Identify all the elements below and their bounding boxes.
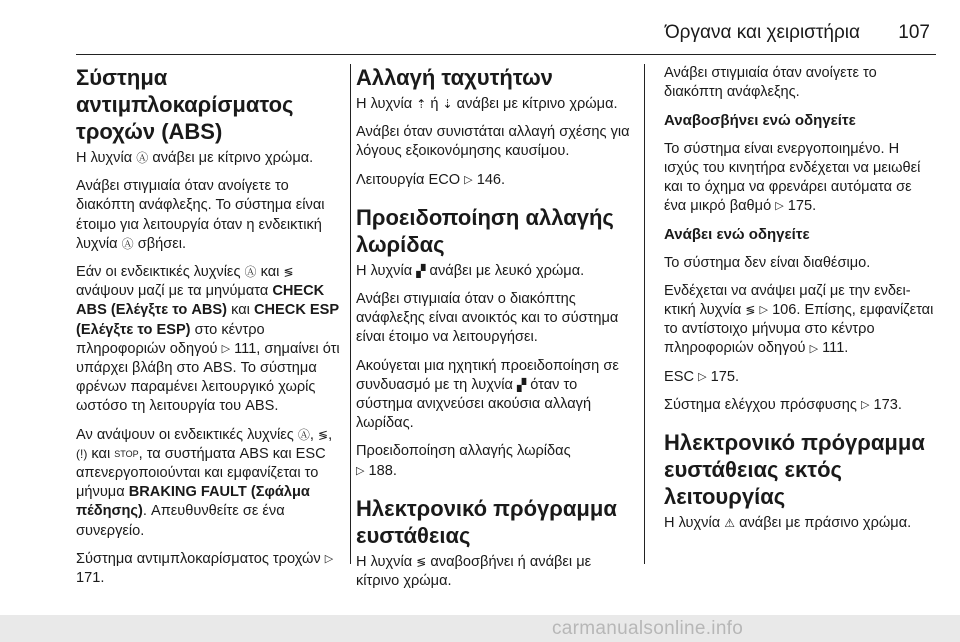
page-reference-arrow-icon: ▷	[809, 342, 819, 355]
page-reference-arrow-icon: ▷	[356, 464, 365, 477]
page-reference-arrow-icon: ▷	[698, 370, 707, 383]
paragraph: Η λυχνία Ⓐ ανάβει με κίτρινο χρώμα.	[76, 150, 314, 166]
abs-warning-icon: Ⓐ	[121, 236, 134, 251]
paragraph: Ακούγεται μια ηχητική προειδοποίηση σε συνδυασμό με τη λυχνία ▞ όταν το σύστημα ανιχνεύσει ακούσια αλλαγή λωρίδας.	[356, 357, 619, 432]
paragraph: Αν ανάψουν οι ενδεικτικές λυχνίες Ⓐ, ≶, (!) και STOP, τα συστήματα ABS και ESC απενεργοποιούνται και εμφανίζεται το μήνυμα BRAKING FAULT (Σφάλμα πέδησης). Απευθυνθείτε σε ένα συνεργείο.	[76, 426, 333, 539]
abs-warning-icon: Ⓐ	[136, 151, 149, 166]
paragraph: Εάν οι ενδεικτικές λυχνίες Ⓐ και ≶ ανάψουν μαζί με τα μηνύματα CHECK ABS (Ελέγξτε το ABS) και CHECK ESP (Ελέγξτε το ESP) στο κέντρο πληροφοριών οδηγού ▷ 111, σημαίνει ότι υπάρχει βλάβη στο ABS. Το σύστημα φρένων παραμένει λειτουργικό χωρίς ωστόσο τη λειτουργία του ABS.	[76, 264, 340, 415]
section-heading-esc-off: Ηλεκτρονικό πρόγραμμα ευστάθειας εκτός λειτουργίας	[664, 430, 925, 510]
esc-skid-icon: ≶	[416, 554, 427, 569]
paragraph: Λειτουργία ECO ▷ 146.	[356, 171, 506, 188]
subheading-illuminates: Ανάβει ενώ οδηγείτε	[664, 226, 810, 244]
paragraph: Προειδοποίηση αλλαγής λωρίδας ▷ 188.	[356, 443, 571, 479]
section-heading-lane: Προειδοποίηση αλλαγής λωρίδας	[356, 204, 614, 257]
abs-warning-icon: Ⓐ	[297, 427, 310, 442]
paragraph: Σύστημα αντιμπλοκαρίσματος τροχών ▷ 171.	[76, 550, 334, 587]
subheading-flashes: Αναβοσβήνει ενώ οδηγείτε	[664, 112, 856, 130]
header-rule	[76, 54, 936, 55]
column-divider	[644, 64, 645, 564]
stop-icon: STOP	[114, 448, 139, 459]
footer-watermark-bar	[0, 615, 960, 642]
page-reference-arrow-icon: ▷	[860, 398, 870, 411]
section-heading-gear: Αλλαγή ταχυτήτων	[356, 65, 553, 90]
page-reference-arrow-icon: ▷	[464, 173, 473, 186]
message-braking-fault: BRAKING FAULT (Σφάλμα πέδησης)	[76, 484, 310, 520]
column-3	[664, 64, 936, 542]
abs-warning-icon: Ⓐ	[244, 265, 257, 280]
lane-departure-icon: ▞	[416, 263, 426, 278]
lane-departure-icon: ▞	[516, 377, 527, 392]
section-heading-abs: Σύστημα αντιμπλοκαρίσματος τροχών (ABS)	[76, 65, 294, 144]
upshift-arrow-icon: ⇡	[416, 97, 427, 112]
paragraph: Η λυχνία ▞ ανάβει με λευκό χρώμα.	[356, 262, 585, 279]
paragraph: Ανάβει όταν συνιστάται αλλαγή σχέσης για λόγους εξοικονόμησης καυσίμου.	[356, 124, 630, 160]
paragraph: Η λυχνία ≶ αναβοσβήνει ή ανάβει με κίτρινο χρώμα.	[356, 553, 592, 590]
paragraph: Το σύστημα δεν είναι διαθέσιμο.	[664, 254, 871, 271]
page-reference-arrow-icon: ▷	[221, 342, 231, 355]
column-2	[356, 64, 636, 600]
page-reference-arrow-icon: ▷	[324, 553, 334, 565]
page-number: 107	[898, 22, 930, 43]
watermark-text: carmanualsonline.info	[552, 618, 744, 639]
paragraph: Ανάβει στιγμιαία όταν ανοίγετε το διακόπτη ανάφλεξης. Το σύστημα είναι έτοιμο για λειτουργία όταν η ενδεικτική λυχνία Ⓐ σβήσει.	[76, 178, 325, 252]
paragraph: ESC ▷ 175.	[664, 368, 740, 385]
downshift-arrow-icon: ⇣	[442, 97, 453, 112]
paragraph: Το σύστημα είναι ενεργοποιημένο. Η ισχύς του κινητήρα ενδέχεται να μειωθεί και το όχημα να φρενάρει αυτόματα σε ένα μικρό βαθμό ▷ 175.	[664, 140, 921, 215]
page-reference-arrow-icon: ▷	[775, 200, 784, 213]
esc-off-icon: ⚠	[724, 516, 735, 531]
paragraph: Ανάβει στιγμιαία όταν ανοίγετε το διακόπτη ανάφλεξης.	[664, 65, 877, 101]
paragraph: Ενδέχεται να ανάψει μαζί με την ενδεικτική λυχνία ≶ ▷ 106. Επίσης, εμφανίζεται το αντίστοιχο μήνυμα στο κέντρο πληροφοριών οδηγού ▷ 111.	[664, 282, 934, 357]
column-1	[76, 64, 344, 597]
esc-skid-icon: ≶	[318, 427, 329, 442]
message-check-esp: CHECK ESP (Ελέγξτε το ESP)	[76, 302, 339, 338]
page-reference-arrow-icon: ▷	[759, 304, 768, 317]
paragraph: Η λυχνία ⇡ ή ⇣ ανάβει με κίτρινο χρώμα.	[356, 96, 618, 112]
page-header	[0, 0, 960, 46]
column-divider	[350, 64, 351, 564]
message-check-abs: CHECK ABS (Ελέγξτε το ABS)	[76, 283, 325, 319]
running-title: Όργανα και χειριστήρια	[664, 22, 860, 43]
esc-skid-icon: ≶	[283, 265, 294, 280]
brake-warning-icon: (!)	[76, 446, 88, 461]
esc-skid-icon: ≶	[745, 303, 756, 318]
paragraph: Σύστημα ελέγχου πρόσφυσης ▷ 173.	[664, 396, 902, 413]
section-heading-esc: Ηλεκτρονικό πρόγραμμα ευστάθειας	[356, 495, 617, 548]
paragraph: Ανάβει στιγμιαία όταν ο διακόπτης ανάφλεξης είναι ανοικτός και το σύστημα είναι έτοιμο να λειτουργήσει.	[356, 291, 619, 346]
paragraph: Η λυχνία ⚠ ανάβει με πράσινο χρώμα.	[664, 515, 912, 532]
